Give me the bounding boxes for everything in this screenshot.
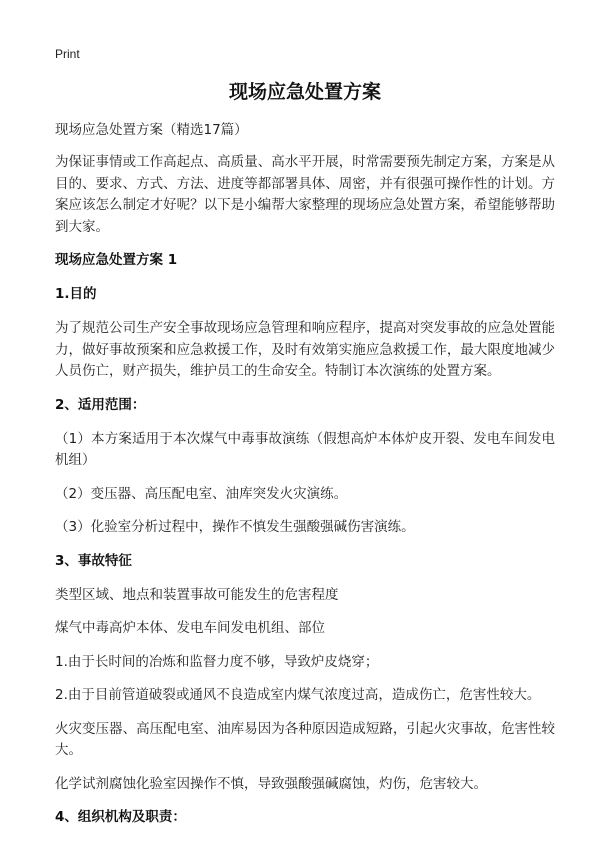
purpose-paragraph: 为了规范公司生产安全事故现场应急管理和响应程序，提高对突发事故的应急处置能力，做好事故预案和应急救援工作，及时有效第实施应急救援工作，最大限度地减少人员伤亡，财产损失，维护员工的生命安全。特制订本次演练的处置方案。: [55, 320, 555, 379]
print-link[interactable]: Print: [55, 47, 80, 61]
feature-line-5: 火灾变压器、高压配电室、油库易因为各种原因造成短路，引起火灾事故，危害性较大。: [55, 720, 555, 758]
section-heading: 现场应急处置方案 1: [55, 252, 178, 268]
feature-line-2: 煤气中毒高炉本体、发电车间发电机组、部位: [55, 620, 325, 636]
organization-heading: 4、组织机构及职责：: [55, 809, 186, 825]
features-heading: 3、事故特征: [55, 552, 132, 569]
document-title: 现场应急处置方案: [228, 81, 381, 103]
scope-item-1: （1）本方案适用于本次煤气中毒事故演练（假想高炉本体炉皮开裂、发电车间发电机组）: [55, 430, 555, 468]
feature-line-4: 2.由于目前管道破裂或通风不良造成室内煤气浓度过高，造成伤亡，危害性较大。: [55, 687, 541, 703]
purpose-heading: 1.目的: [55, 286, 97, 302]
feature-line-6: 化学试剂腐蚀化验室因操作不慎，导致强酸强碱腐蚀，灼伤，危害较大。: [55, 775, 487, 792]
document-subtitle: 现场应急处置方案（精选17篇）: [55, 122, 248, 138]
document-body: [55, 78, 555, 841]
scope-heading: 2、适用范围：: [55, 396, 146, 413]
feature-line-1: 类型区域、地点和装置事故可能发生的危害程度: [55, 586, 339, 603]
scope-item-2: （2）变压器、高压配电室、油库突发火灾演练。: [55, 485, 348, 502]
scope-item-3: （3）化验室分析过程中，操作不慎发生强酸强碱伤害演练。: [55, 519, 415, 535]
intro-paragraph: 为保证事情或工作高起点、高质量、高水平开展，时常需要预先制定方案，方案是从目的、要求、方式、方法、进度等都部署具体、周密，并有很强可操作性的计划。方案应该怎么制定才好呢？以下是小编帮大家整理的现场应急处置方案，希望能够帮助到大家。: [55, 154, 555, 235]
feature-line-3: 1.由于长时间的冶炼和监督力度不够，导致炉皮烧穿；: [55, 653, 379, 670]
